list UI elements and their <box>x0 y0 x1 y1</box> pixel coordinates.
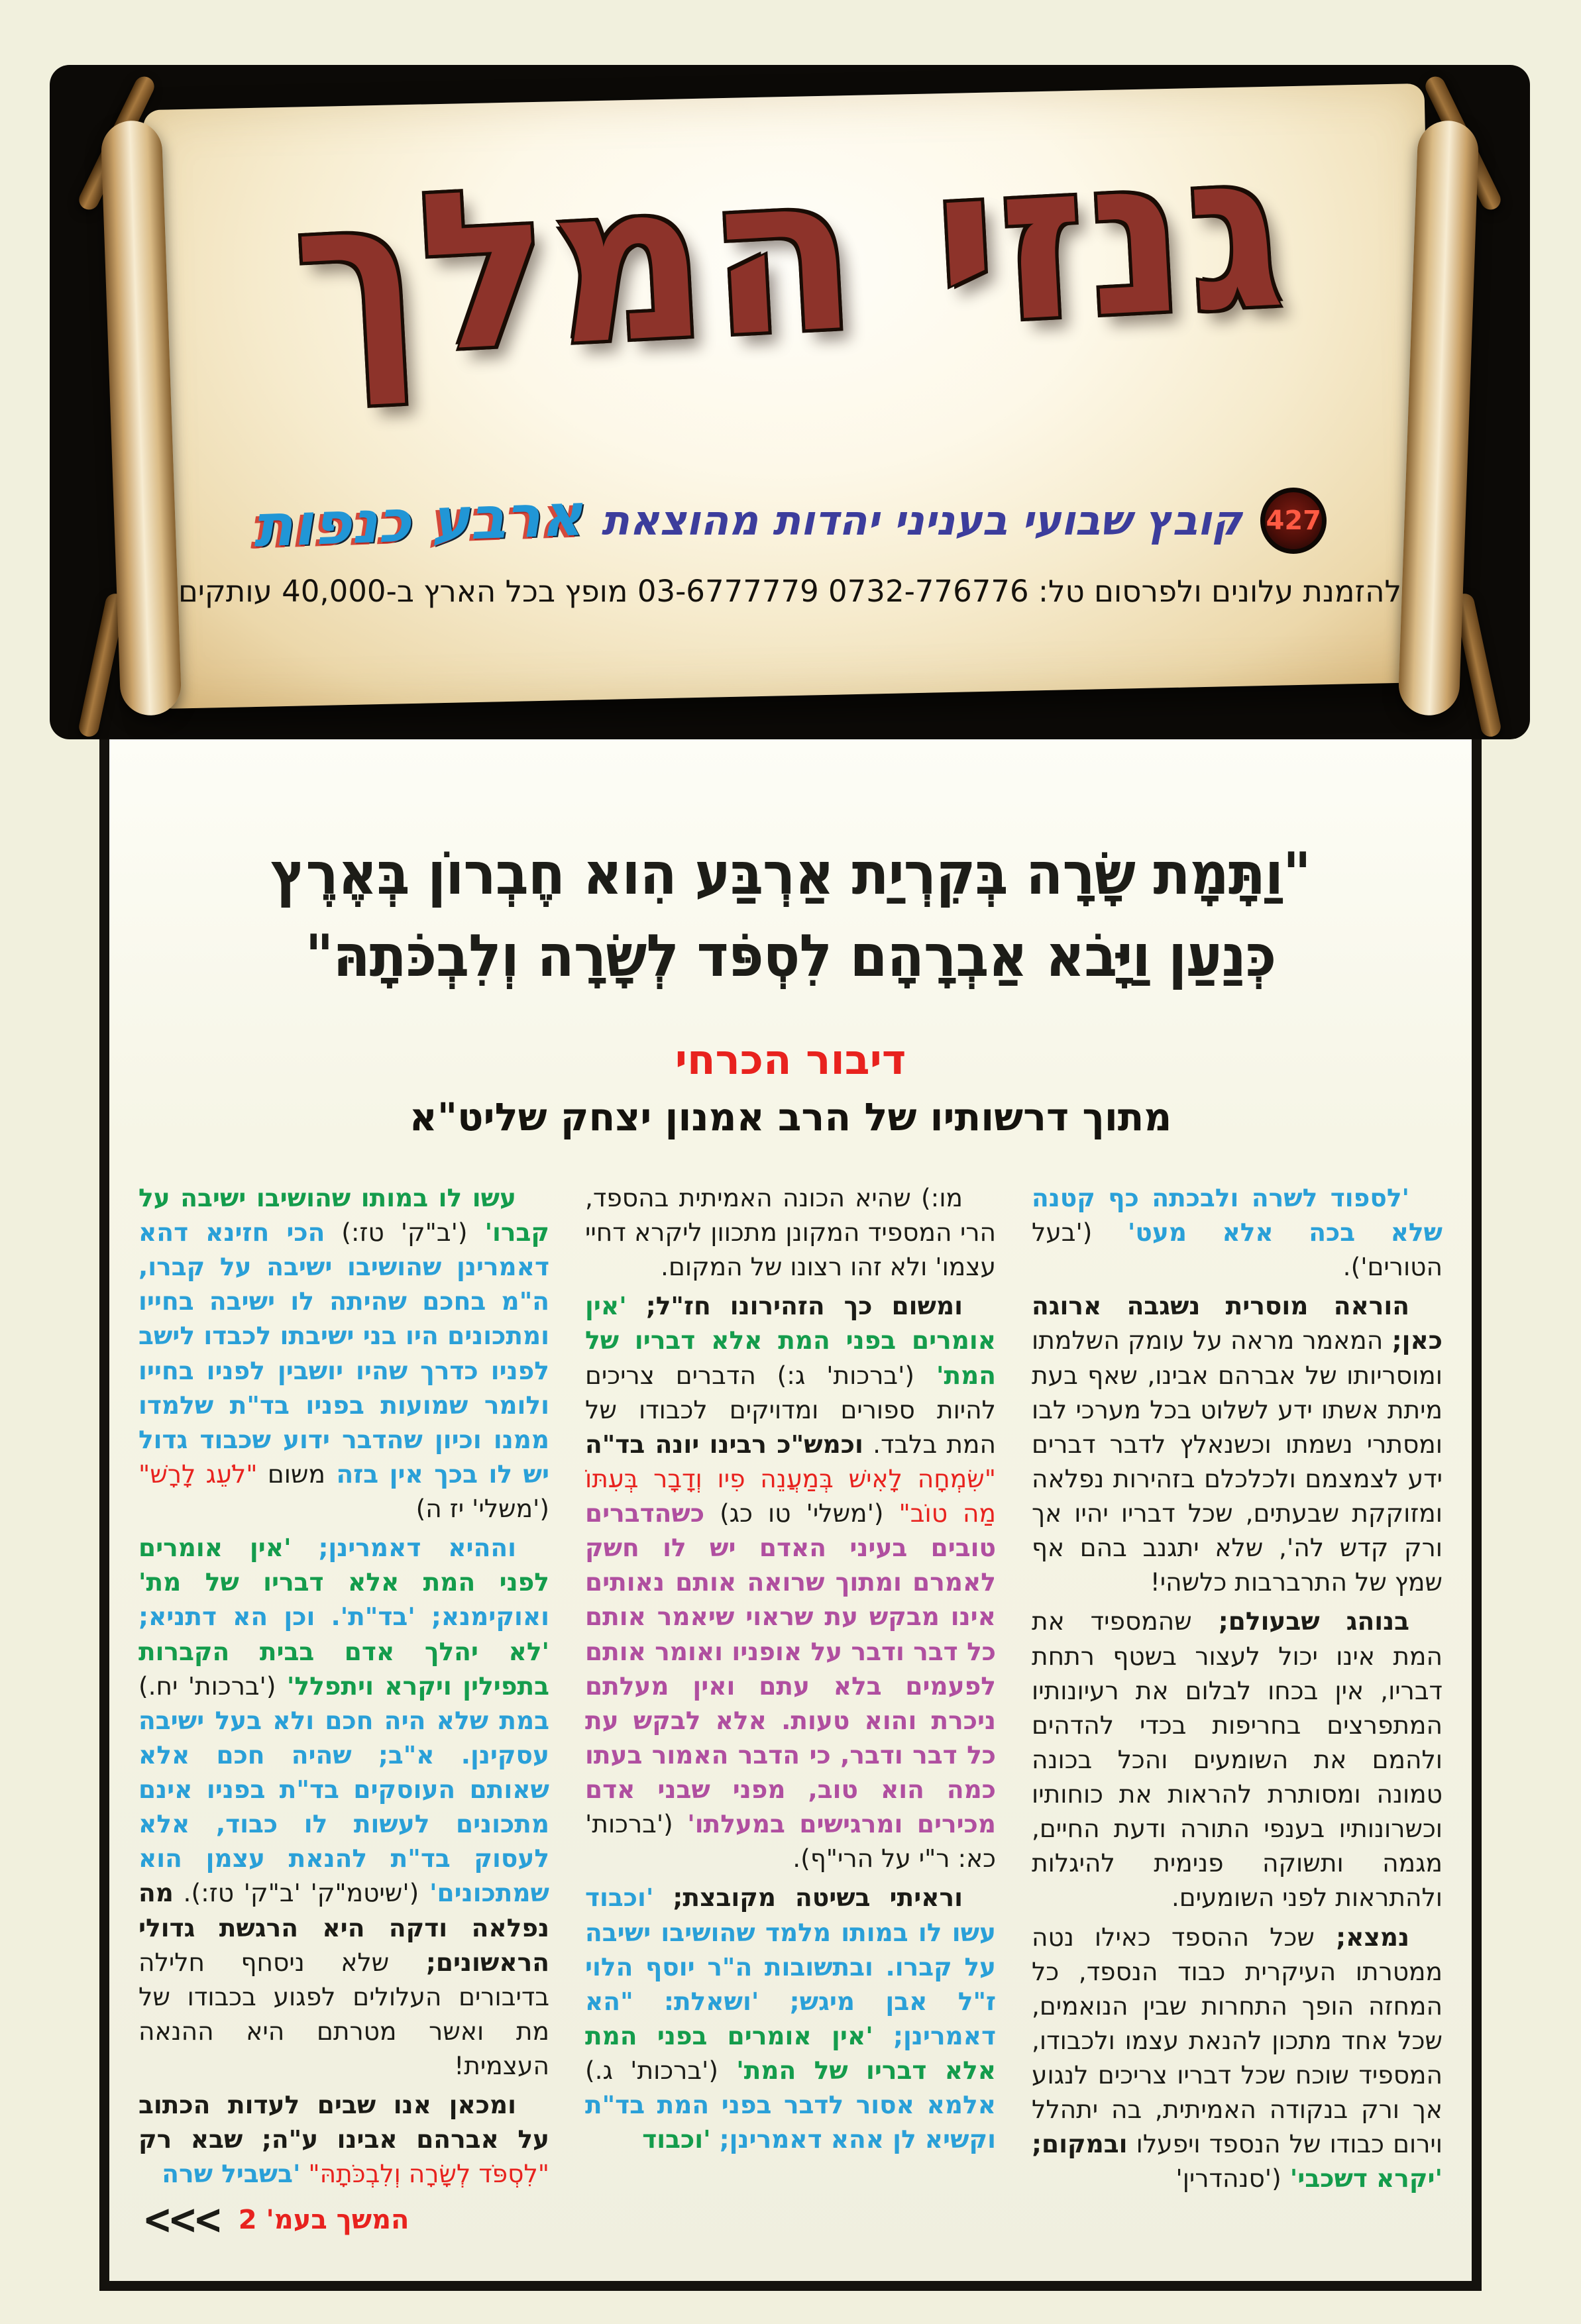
text-segment: ('ברכות' ג:) הדברים צריכים להיות ספורים ומדויקים לכבודו של המת בלבד. <box>585 1360 996 1459</box>
headline-verse <box>133 833 1448 998</box>
continuation-note: המשך בעמ' 2 <box>238 2204 409 2235</box>
paragraph <box>1032 1920 1443 2196</box>
text-segment: "שִׂמְחָה לָאִישׁ בְּמַעֲנֵה פִיו וְדָבָר בְּעִתּוֹ מַה טוֹב" <box>585 1463 996 1528</box>
text-segment: מו:) שהיא הכונה האמיתית בהספד, הרי המספיד המקונן מתכוון ליקרא דחיי עצמו' ולא זהו רצונו של המקום. <box>585 1183 996 1282</box>
text-segment: ('ברכות' כא: ר"י על הרי"ף). <box>585 1809 996 1874</box>
text-segment: שהמספיד את המת אינו יכול לעצור בשטף רתחת דבריו, אין בכחו לבלום את רעיונותיו המתפרצים בחריפות בכדי להדהים ולהמם את השומעים והכל בכונה טמונה ומסותרת להראות את כוחותיו וכשרונותיו בענפי התורה ודעת החיים, מגמה ותשוקה פנימית להיגלות ולהתראות לפני השומעים. <box>1032 1607 1443 1913</box>
continuation-footer <box>138 2195 549 2244</box>
text-segment: המאמר מראה על עומק השלמתו ומוסריותו של אברהם אבינו, שאף בעת מיתת אשתו ידע לשלוט בכל מערכי לבו ומסתרי נשמתו וכשנאלץ לדבר דברים ידע לצמצמם ולכלכלם בזהירות נפלאה ומזוקקת שבעתים, שכל דבריו יהיו אך ורק קדש לה', שלא יתגנב בהם אף שמץ של התרברבות כלשהי! <box>1032 1326 1443 1597</box>
continuation-arrows-icon: <<< <box>142 2195 219 2244</box>
paragraph <box>1032 1181 1443 1284</box>
article-column-3 <box>138 1181 550 2244</box>
masthead-issue-row <box>50 480 1530 560</box>
text-segment: כשהדברים טובים בעיני האדם יש לו חשק לאמרם ומתוך שרואה אותם נאותים אינו מבקש עת שראוי שיאמר אותם כל דבר ודבר על אופניו ואומר אותם לפעמים בלא עתם ואין מעלתם ניכרת והוא טעות. אלא לבקש עת כל דבר ודבר, כי הדבר האמור בעתו כמה הוא טוב, מפני שבני אדם מכירים ומרגישים במעלתו' <box>585 1499 996 1839</box>
article-columns <box>138 1181 1443 2244</box>
text-segment: בנוהג שבעולם; <box>1191 1607 1409 1636</box>
publisher-logo: ארבע כנפות <box>252 480 584 560</box>
text-segment: ('סנהדרין' <box>1175 2164 1281 2193</box>
paragraph <box>1032 1289 1443 1599</box>
text-segment: נמצא; <box>1314 1922 1409 1952</box>
text-segment: 'לספוד לשרה ולבכתה כף קטנה שלא בכה אלא מעט' <box>1032 1183 1443 1247</box>
article-column-1 <box>1032 1181 1443 2239</box>
text-segment: ('ב"ק' טז:) <box>325 1218 468 1247</box>
text-segment: 'אין אומרים בפני המת אלא דבריו של המת' <box>585 2021 996 2085</box>
text-segment: וראיתי בשיטה מקובצת; <box>653 1883 963 1913</box>
paragraph <box>138 1181 549 1526</box>
section-byline: מתוך דרשותיו של הרב אמנון יצחק שליט"א <box>409 1094 1172 1139</box>
section-kicker: דיבור הכרחי <box>675 1035 906 1084</box>
text-segment: ('ברכות' יח.) <box>138 1671 276 1701</box>
paragraph <box>1032 1604 1443 1915</box>
paragraph <box>585 1181 996 1284</box>
text-segment: "לִסְפֹּד לְשָׂרָה וְלִבְכֹּתָהּ" <box>300 2159 549 2189</box>
text-segment: הכי חזינא דהא דאמרינן שהושיבו ישיבה על קברו, ה"מ בחכם שהיתה לו ישיבה בחייו ומתכונים היו בני ישיבתו לכבדו לישב לפניו כדרך שהיו יושבין לפניו בחייו ולומר שמועות בפניו בד"ת שלמדו ממנו וכיון שהדבר ידוע שכבוד גדול יש לו בכך אין בזה <box>138 1218 550 1489</box>
text-segment: 'אין אומרים לפני המת אלא דבריו של מת' <box>138 1533 549 1597</box>
text-segment: ובמקום; <box>1032 2129 1128 2159</box>
masthead-banner <box>50 65 1530 739</box>
text-segment: "לֹעֵג לָרָשׁ" <box>138 1459 258 1489</box>
text-segment: 'בשביל שרה <box>162 2159 301 2189</box>
text-segment: 'אין אומרים בפני המת אלא דבריו של המת' <box>585 1291 996 1390</box>
text-segment: 'יקרא דשכבי' <box>1281 2164 1443 2193</box>
headline-line-2: כְּנַעַן וַיָּבֹא אַבְרָהָם לִסְפֹּד לְשָׂרָה וְלִבְכֹּתָהּ" <box>305 923 1276 990</box>
text-segment: ומכאן אנו שבים לעדות הכתוב על אברהם אבינו ע"ה; שבא רק <box>138 2090 549 2154</box>
text-segment: שכל ההספד כאילו נטה ממטרתו העיקרית כבוד הנספד, כל המחזה הופך התחרות שבין הנואמים, שכל אחד מתכון להנאת עצמו ולכבודו, המספיד שוכח שכל דבריו צריכים לנגוע אך ורק בנקודה האמיתית, בה יתהלל וירום כבודו של הנספד ויפעלו <box>1032 1922 1443 2159</box>
text-segment: וההיא דאמרינן; <box>291 1533 516 1563</box>
text-segment: וכמש"כ רבינו יונה בד"ה <box>585 1429 863 1459</box>
text-segment: אלמא אסור לדבר בפני המת בד"ת וקשיא לן אהא דאמרינן; <box>585 2090 996 2154</box>
paragraph <box>138 2087 549 2191</box>
text-segment: ואוקימנא; 'בד"ת'. וכן הא דתניא; <box>138 1602 549 1632</box>
masthead-tagline: קובץ שבועי בעניני יהדות מהוצאת <box>601 496 1242 545</box>
text-segment: ('שיטמ"ק' 'ב"ק' טז:). <box>173 1878 419 1908</box>
content-area <box>99 739 1482 2291</box>
text-segment: הוראה מוסרית נשגבה ארוגה כאן; <box>1032 1291 1443 1355</box>
contact-line: להזמנת עלונים ולפרסום טל: 0732-776776 03-6777779 מופץ בכל הארץ ב-40,000 עותקים <box>178 574 1402 609</box>
text-segment: שלא ניסחף חלילה בדיבורים העלולים לפגוע בכבודו של מת ואשר מטרתם היא ההנאה העצמית! <box>138 1947 549 2080</box>
text-segment: 'וכבוד עשו לו במותו מלמד שהושיבו ישיבה על קברו. ובתשובות ה"ר יוסף הלוי ז"ל אבן מיגש; 'ושאלת: "הא דאמרינן; <box>585 1883 996 2050</box>
article-column-2 <box>585 1181 996 2239</box>
text-segment: 'וכבוד <box>642 2125 711 2154</box>
text-segment: ('ברכות' ג.) <box>585 2056 718 2085</box>
publication-title: גנזי המלך <box>288 102 1292 407</box>
text-segment: ומשום כך הזהירונו חז"ל; <box>626 1291 963 1321</box>
text-segment: משום <box>257 1459 325 1489</box>
text-segment: ('בעל הטורים'). <box>1032 1218 1443 1282</box>
paragraph <box>138 1530 549 2083</box>
paragraph <box>585 1289 996 1875</box>
headline-line-1: "וַתָּמָת שָׂרָה בְּקִרְיַת אַרְבַּע הִוא חֶבְרוֹן בְּאֶרֶץ <box>270 840 1311 908</box>
text-segment: מה נפלאה ודקה היא הרגשת גדולי הראשונים; <box>138 1878 549 1977</box>
text-segment: 'לא יהלך אדם בבית הקברות בתפילין ויקרא ויתפלל' <box>138 1636 549 1701</box>
paragraph <box>585 1880 996 2156</box>
text-segment: עשו לו במותו שהושיבו ישיבה על קברו' <box>138 1183 549 1247</box>
issue-number-badge: 427 <box>1260 488 1327 554</box>
text-segment: ('משלי' טו כג) <box>704 1499 884 1528</box>
text-segment: ('משלי' יז ה) <box>415 1494 549 1523</box>
text-segment: במת שלא היה חכם ולא בעל ישיבה עסקינן. א"ב; שהיה חכם אלא שאותם העוסקים בד"ת בפניו אינם מתכונים לעשות לו כבוד, אלא לעסוק בד"ת להנאת עצמן הוא שמתכונים' <box>138 1705 549 1908</box>
